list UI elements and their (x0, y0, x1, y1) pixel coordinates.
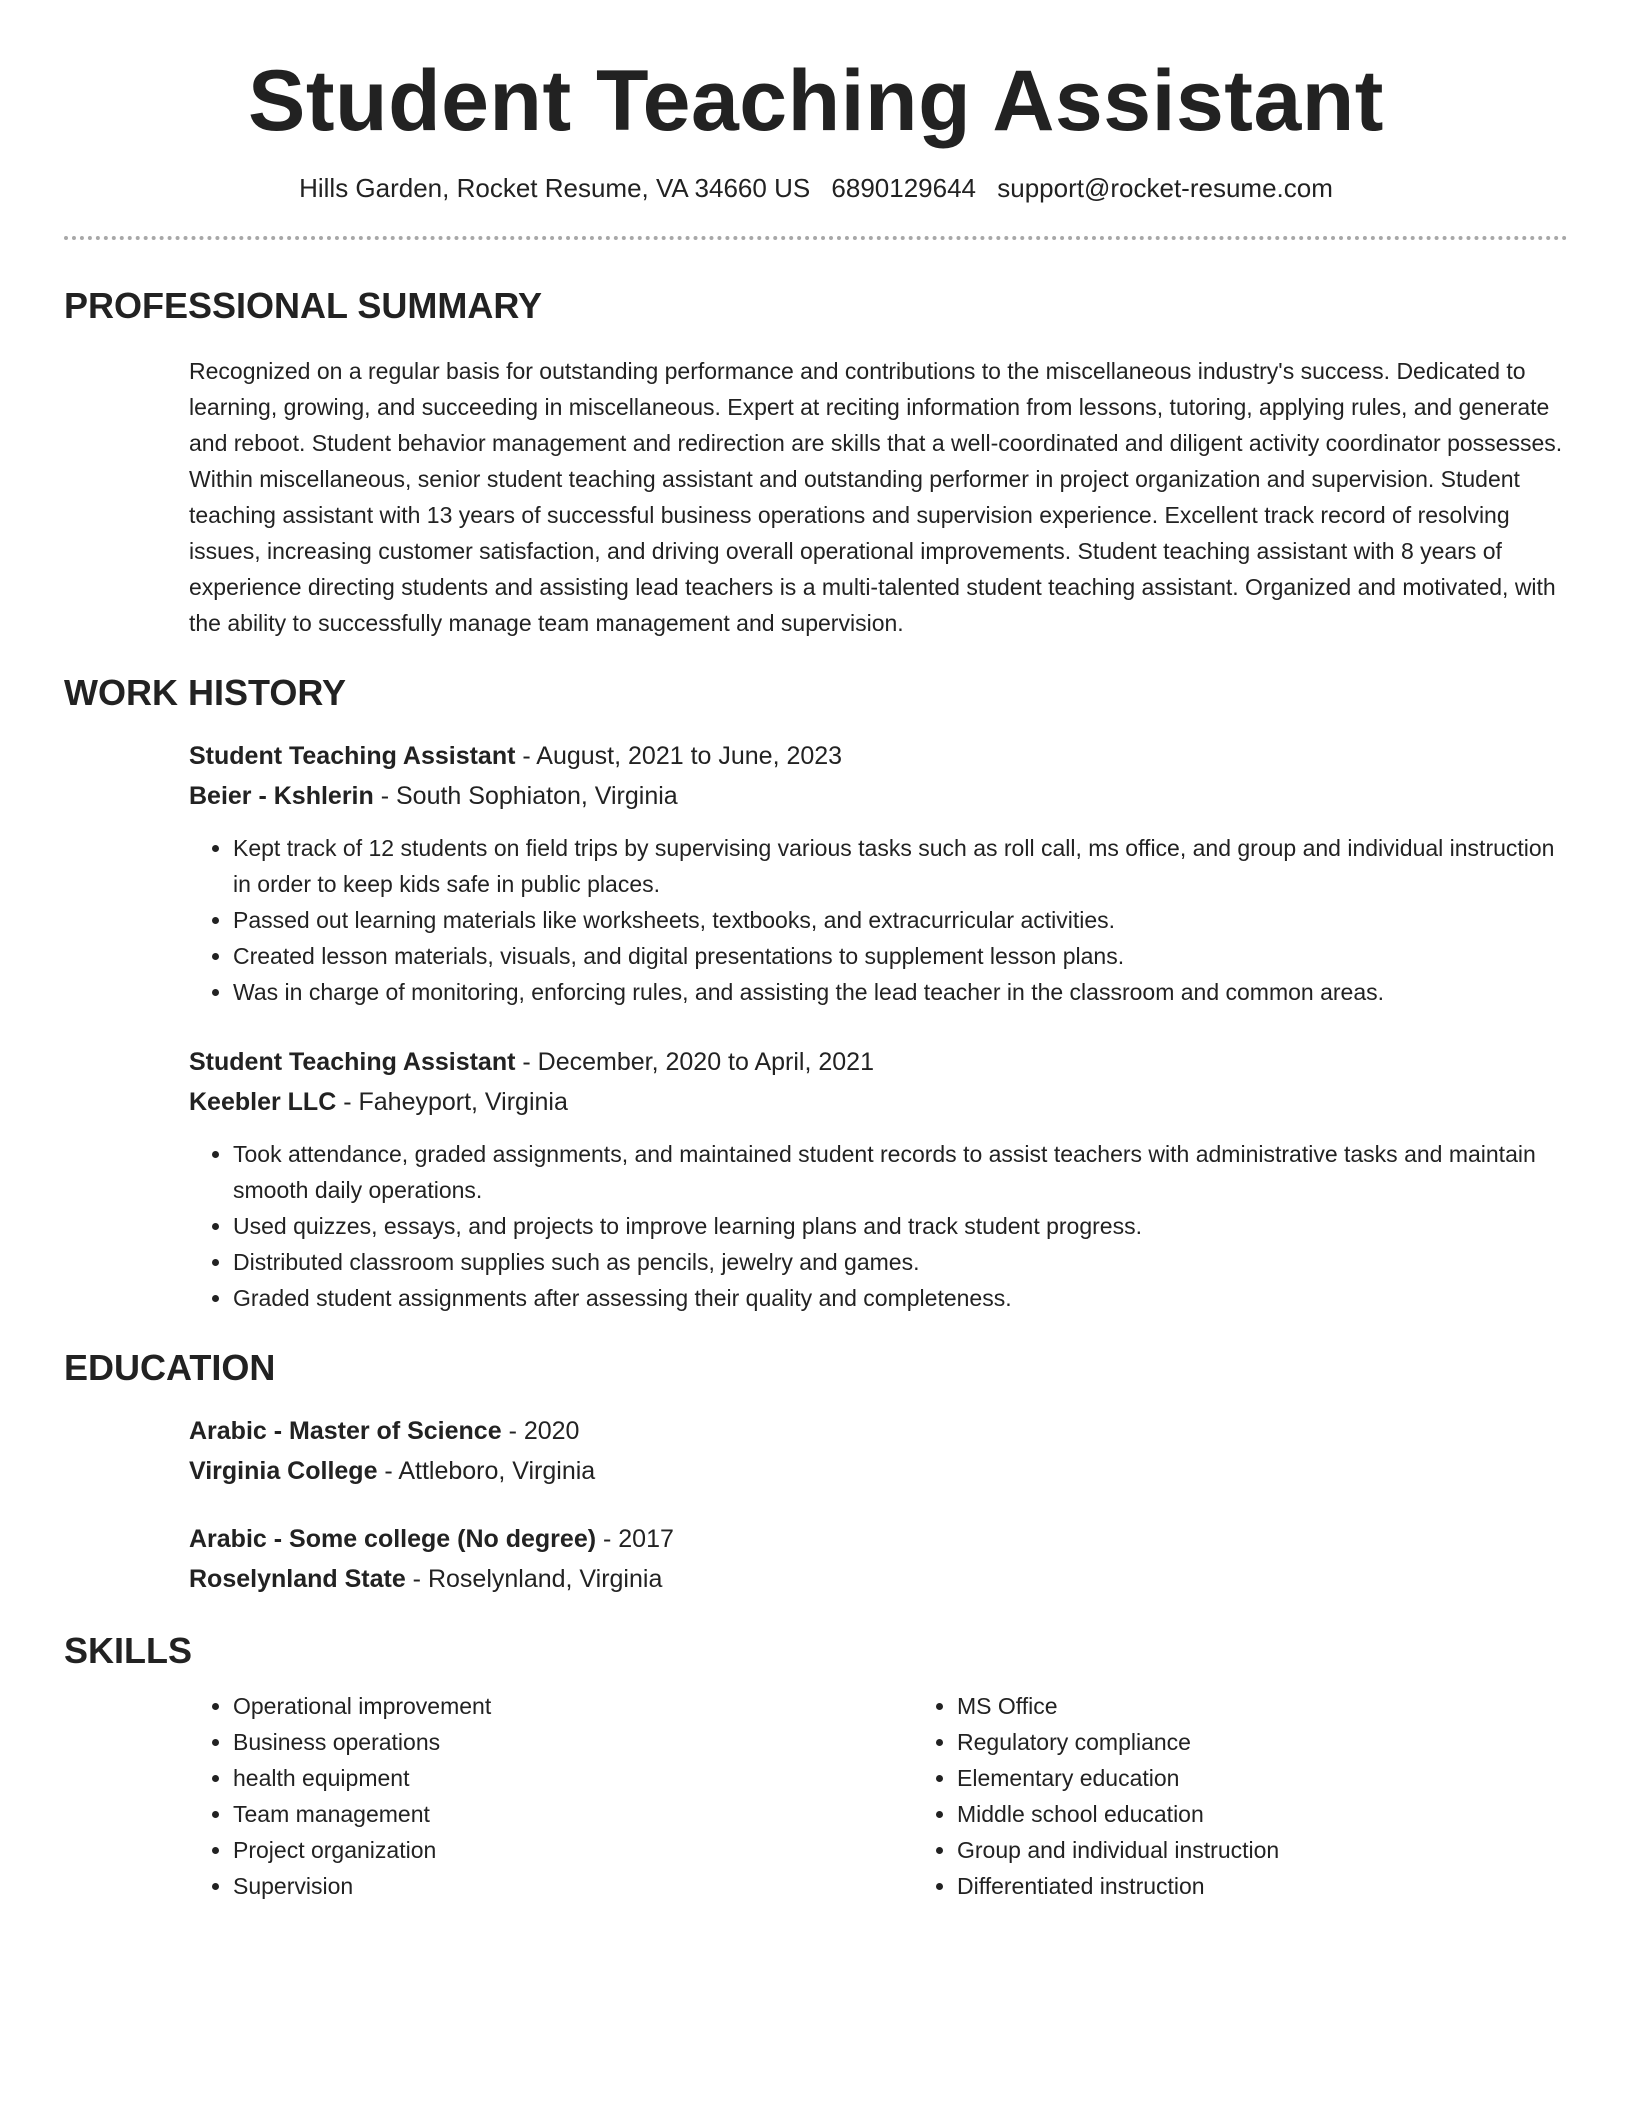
skill-item: • Supervision (233, 1868, 913, 1904)
contact-address: Hills Garden, Rocket Resume, VA 34660 US (299, 172, 811, 203)
skill-item: • Group and individual instruction (957, 1832, 1568, 1868)
skill-item: • Business operations (233, 1724, 913, 1760)
skill-item: • Middle school education (957, 1796, 1568, 1832)
contact-email: support@rocket-resume.com (997, 172, 1333, 203)
list-item: • Used quizzes, essays, and projects to improve learning plans and track student progress. (233, 1208, 1568, 1244)
skills-list-right (913, 1688, 1568, 1904)
job-entry (189, 1042, 1568, 1316)
job-company-line: Beier - Kshlerin - South Sophiaton, Virginia (189, 781, 678, 810)
section-title-skills: SKILLS (64, 1630, 193, 1672)
list-item: • Distributed classroom supplies such as pencils, jewelry and games. (233, 1244, 1568, 1280)
job-location: Faheyport, Virginia (358, 1087, 568, 1116)
list-item: • Took attendance, graded assignments, and maintained student records to assist teachers with administrative tasks and maintain smooth daily operations. (233, 1136, 1568, 1208)
school-line: Virginia College - Attleboro, Virginia (189, 1457, 596, 1486)
section-title-summary: PROFESSIONAL SUMMARY (64, 284, 543, 326)
resume-header (0, 0, 1632, 204)
school-name: Virginia College (189, 1457, 378, 1486)
school-location: Roselynland, Virginia (427, 1565, 663, 1594)
job-title-line: Student Teaching Assistant - December, 2020 to April, 2021 (189, 1047, 874, 1076)
list-item: • Was in charge of monitoring, enforcing rules, and assisting the lead teacher in the classroom and common areas. (233, 974, 1568, 1010)
school-name: Roselynland State (189, 1565, 406, 1594)
job-dates: December, 2020 to April, 2021 (537, 1047, 874, 1076)
skill-item: • Regulatory compliance (957, 1724, 1568, 1760)
section-title-education: EDUCATION (64, 1346, 276, 1388)
skills-section (64, 1629, 1568, 1904)
summary-section (64, 284, 1568, 641)
contact-line (0, 173, 1632, 204)
education-section (64, 1346, 1568, 1599)
degree-year: 2020 (523, 1417, 580, 1446)
education-entry (189, 1519, 1568, 1599)
skill-item: • Elementary education (957, 1760, 1568, 1796)
degree-line: Arabic - Master of Science - 2020 (189, 1417, 580, 1446)
school-location: Attleboro, Virginia (398, 1457, 596, 1486)
degree-line: Arabic - Some college (No degree) - 2017 (189, 1525, 674, 1554)
work-section (64, 671, 1568, 1316)
candidate-name: Student Teaching Assistant (248, 53, 1384, 149)
list-item: • Kept track of 12 students on field trips by supervising various tasks such as roll call, ms office, and group and individual instruction in order to keep kids safe in public places. (233, 830, 1568, 902)
skills-grid (189, 1688, 1568, 1904)
job-entry (189, 736, 1568, 1010)
job-company: Keebler LLC (189, 1087, 337, 1116)
section-title-work: WORK HISTORY (64, 671, 347, 713)
list-item: • Created lesson materials, visuals, and digital presentations to supplement lesson plans. (233, 938, 1568, 974)
job-company-line: Keebler LLC - Faheyport, Virginia (189, 1087, 568, 1116)
school-line: Roselynland State - Roselynland, Virginia (189, 1565, 663, 1594)
skill-item: • Team management (233, 1796, 913, 1832)
degree-name: Arabic - Master of Science (189, 1417, 502, 1446)
summary-text: Recognized on a regular basis for outstanding performance and contributions to the miscellaneous industry's success. Dedicated to learning, growing, and succeeding in miscellaneous. Expert at reciting information from lessons, tutoring, applying rules, and generate and reboot. Student behavior management and redirection are skills that a well-coordinated and diligent activity coordinator possesses. Within miscellaneous, senior student teaching assistant and outstanding performer in project organization and supervision. Student teaching assistant with 13 years of successful business operations and supervision experience. Excellent track record of resolving issues, increasing customer satisfaction, and driving overall operational improvements. Student teaching assistant with 8 years of experience directing students and assisting lead teachers is a multi-talented student teaching assistant. Organized and motivated, with the ability to successfully manage team management and supervision. (189, 357, 1563, 636)
skill-item: • Project organization (233, 1832, 913, 1868)
skill-item: • Operational improvement (233, 1688, 913, 1724)
job-title-line: Student Teaching Assistant - August, 2021 to June, 2023 (189, 741, 843, 770)
job-role: Student Teaching Assistant (189, 741, 516, 770)
skill-item: • Differentiated instruction (957, 1868, 1568, 1904)
skills-list-left (189, 1688, 913, 1904)
job-bullets (189, 1136, 1568, 1316)
job-location: South Sophiaton, Virginia (396, 781, 678, 810)
education-entry (189, 1411, 1568, 1491)
header-divider (64, 236, 1568, 240)
list-item: • Passed out learning materials like worksheets, textbooks, and extracurricular activities. (233, 902, 1568, 938)
degree-name: Arabic - Some college (No degree) (189, 1525, 597, 1554)
job-company: Beier - Kshlerin (189, 781, 374, 810)
job-role: Student Teaching Assistant (189, 1047, 516, 1076)
skill-item: • MS Office (957, 1688, 1568, 1724)
contact-phone: 6890129644 (831, 172, 977, 203)
job-bullets (189, 830, 1568, 1010)
job-dates: August, 2021 to June, 2023 (536, 741, 843, 770)
list-item: • Graded student assignments after assessing their quality and completeness. (233, 1280, 1568, 1316)
skill-item: • health equipment (233, 1760, 913, 1796)
degree-year: 2017 (618, 1525, 674, 1554)
